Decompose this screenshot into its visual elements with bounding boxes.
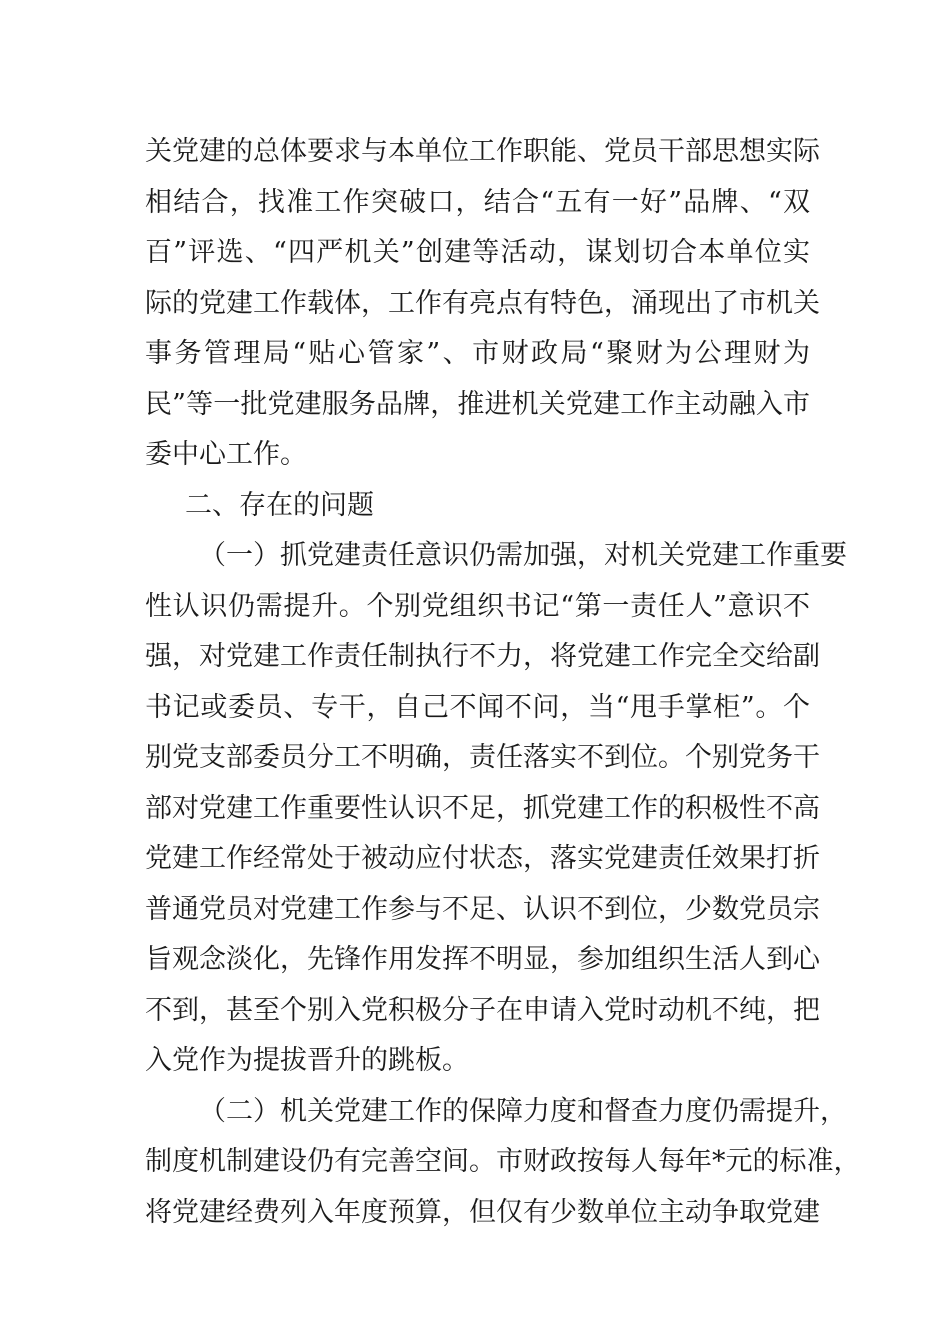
- text-line: 普通党员对党建工作参与不足、认识不到位，少数党员宗: [145, 893, 820, 925]
- text-line: 别党支部委员分工不明确，责任落实不到位。个别党务干: [145, 742, 820, 773]
- text-line: 党建工作经常处于被动应付状态，落实党建责任效果打折: [145, 843, 820, 874]
- text-line: 入党作为提拔晋升的跳板。: [145, 1045, 469, 1076]
- text-line: （二）机关党建工作的保障力度和督查力度仍需提升，: [199, 1095, 847, 1127]
- document-body: [145, 127, 861, 1238]
- text-line: 将党建经费列入年度预算，但仅有少数单位主动争取党建: [145, 1196, 820, 1228]
- text-line: （一）抓党建责任意识仍需加强，对机关党建工作重要: [199, 540, 847, 571]
- text-line: 旨观念淡化，先锋作用发挥不明显，参加组织生活人到心: [145, 944, 820, 975]
- paragraph-3: [145, 1087, 861, 1239]
- text-line: 百”评选、“四严机关”创建等活动，谋划切合本单位实: [145, 237, 810, 268]
- text-line: 相结合，找准工作突破口，结合“五有一好”品牌、“双: [145, 186, 810, 218]
- text-line: 强，对党建工作责任制执行不力，将党建工作完全交给副: [145, 641, 820, 672]
- text-line: 不到，甚至个别入党积极分子在申请入党时动机不纯，把: [145, 994, 820, 1026]
- paragraph-2: [145, 531, 847, 1087]
- text-line: 委中心工作。: [145, 439, 307, 470]
- paragraph-1: [145, 127, 820, 481]
- text-line: 事务管理局“贴心管家”、市财政局“聚财为公理财为: [145, 338, 810, 369]
- text-line: 书记或委员、专干，自己不闻不问，当“甩手掌柜”。个: [145, 691, 810, 723]
- text-line: 部对党建工作重要性认识不足，抓党建工作的积极性不高: [145, 792, 820, 824]
- section-heading: 二、存在的问题: [185, 489, 374, 521]
- text-line: 性认识仍需提升。个别党组织书记“第一责任人”意识不: [145, 590, 810, 622]
- text-line: 关党建的总体要求与本单位工作职能、党员干部思想实际: [145, 136, 820, 167]
- text-line: 民”等一批党建服务品牌，推进机关党建工作主动融入市: [145, 388, 810, 420]
- text-line: 制度机制建设仍有完善空间。市财政按每人每年*元的标准，: [145, 1146, 861, 1177]
- text-line: 际的党建工作载体，工作有亮点有特色，涌现出了市机关: [145, 287, 820, 319]
